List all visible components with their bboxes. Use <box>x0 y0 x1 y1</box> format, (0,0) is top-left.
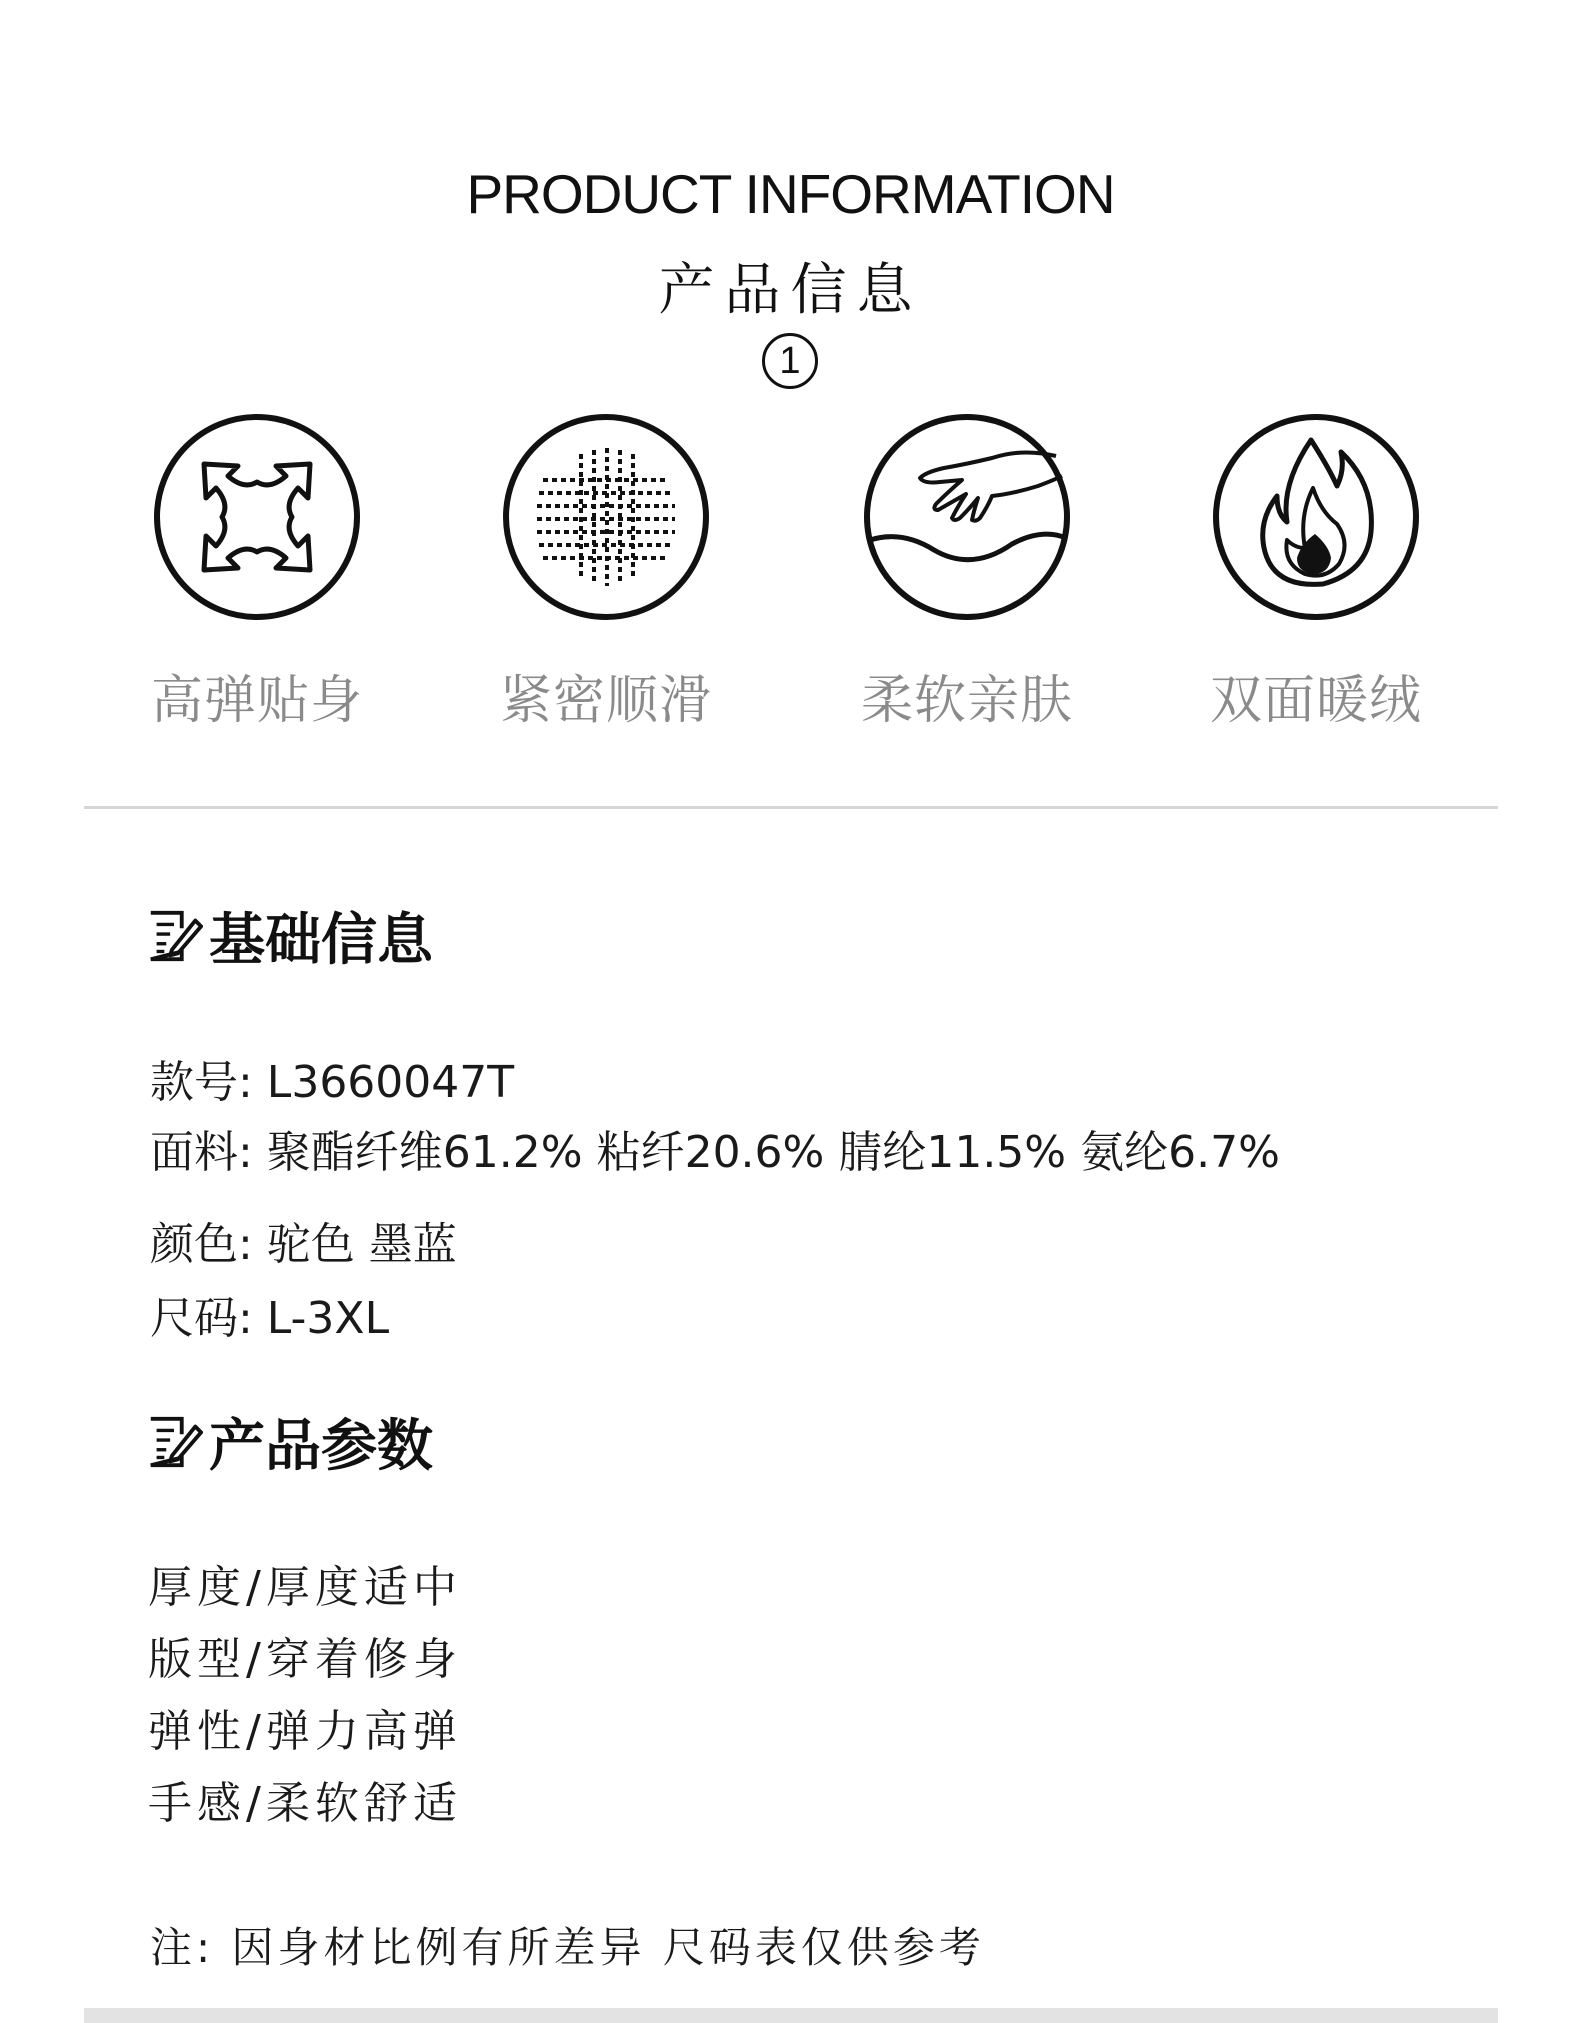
bottom-bar <box>84 2008 1498 2023</box>
style-number: 款号: L3660047T <box>150 1057 515 1108</box>
edit-document-icon <box>145 1413 203 1471</box>
fabric-composition: 面料: 聚酯纤维61.2% 粘纤20.6% 腈纶11.5% 氨纶6.7% <box>150 1127 1280 1178</box>
feature-label-stretch: 高弹贴身 <box>150 671 363 731</box>
size-range: 尺码: L-3XL <box>150 1293 390 1344</box>
title-english: PRODUCT INFORMATION <box>466 163 1115 225</box>
feature-label-warm: 双面暖绒 <box>1209 671 1422 731</box>
feature-label-soft: 柔软亲肤 <box>860 671 1073 731</box>
flame-icon <box>1211 412 1421 622</box>
size-note: 注: 因身材比例有所差异 尺码表仅供参考 <box>150 1923 985 1972</box>
stretch-arrows-icon <box>152 412 362 622</box>
title-chinese: 产品信息 <box>658 258 923 323</box>
section-divider <box>84 806 1498 809</box>
param-thickness: 厚度/厚度适中 <box>148 1562 462 1613</box>
color-options: 颜色: 驼色 墨蓝 <box>150 1219 457 1270</box>
dense-weave-icon <box>501 412 711 622</box>
section-number-badge: 1 <box>762 333 818 389</box>
basic-info-title: 基础信息 <box>209 908 433 973</box>
hand-soft-icon <box>862 412 1072 622</box>
params-heading <box>145 1407 433 1477</box>
edit-document-icon <box>145 907 203 965</box>
feature-label-smooth: 紧密顺滑 <box>499 671 712 731</box>
param-fit: 版型/穿着修身 <box>148 1634 462 1685</box>
param-hand-feel: 手感/柔软舒适 <box>148 1778 462 1829</box>
param-elasticity: 弹性/弹力高弹 <box>148 1706 462 1757</box>
params-title: 产品参数 <box>209 1414 433 1479</box>
basic-info-heading <box>145 901 433 971</box>
